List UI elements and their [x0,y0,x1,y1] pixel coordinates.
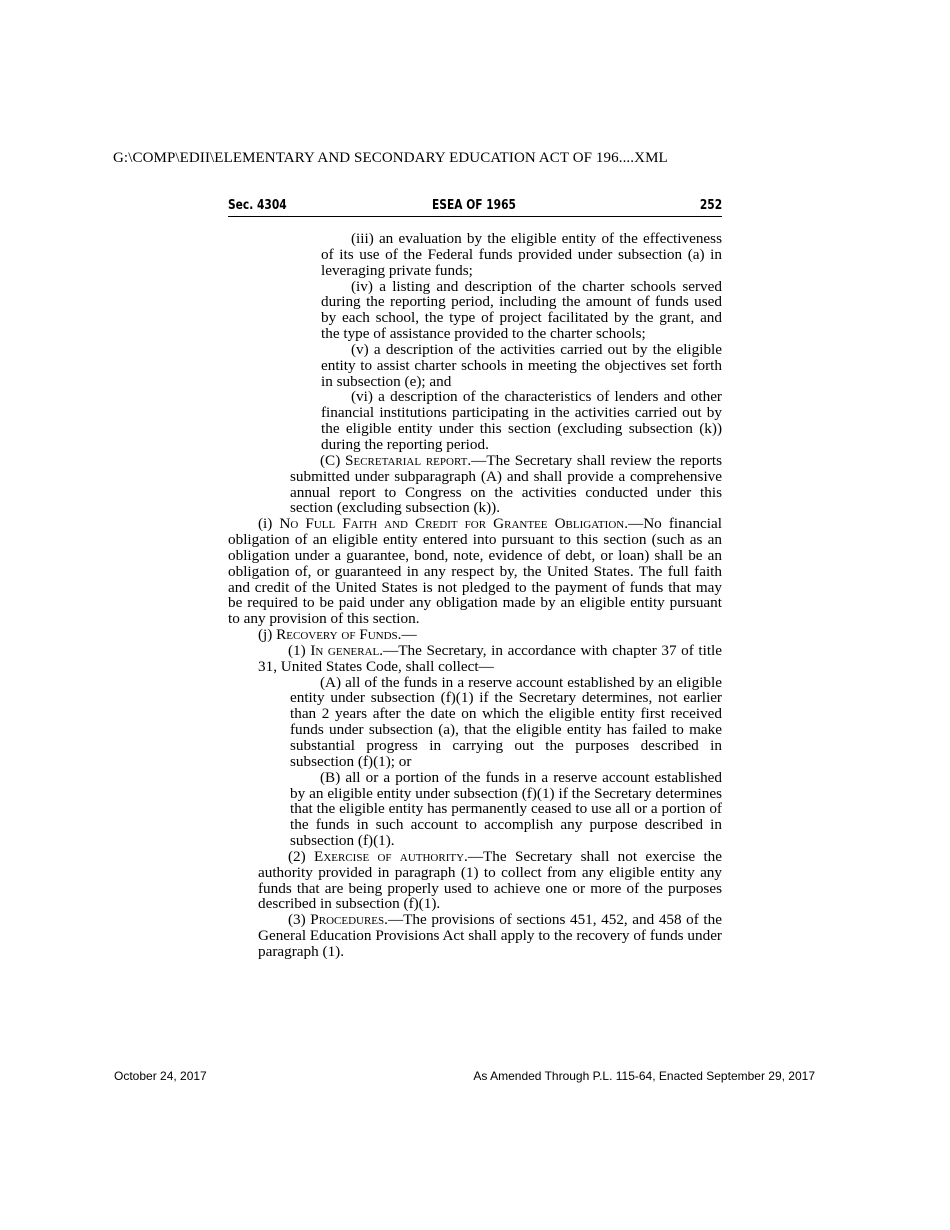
subparagraph-c-dash: .— [467,451,487,469]
subsection-i-dash: .— [624,515,644,533]
paragraph-j1-label: (1) [288,641,311,659]
paragraph-j1 [258,643,722,675]
paragraph-j1-dash: .— [379,641,399,659]
paragraph-j2 [258,849,722,912]
paragraph-j3 [258,912,722,960]
paragraph-j3-heading: Procedures [310,911,385,929]
paragraph-j3-dash: .— [384,911,404,929]
paragraph-j3-text: The provisions of sections 451, 452, and 458 of the General Education Provisions Act shall apply to the recovery of funds under paragraph (1). [258,911,722,960]
act-title: ESEA OF 1965 [432,198,516,213]
clause-v: (v) a description of the activities carried out by the eligible entity to assist charter schools in meeting the objectives set forth in subsection (e); and [321,340,722,390]
subparagraph-c-label: (C) [320,451,346,469]
file-path-header: G:\COMP\EDII\ELEMENTARY AND SECONDARY EDUCATION ACT OF 196....XML [113,150,668,166]
subparagraph-c [290,453,722,516]
paragraph-j2-text: The Secretary shall not exercise the authority provided in paragraph (1) to collect from any eligible entity any funds that are being properly used to achieve one or more of the purposes described in subsection (f)(1). [258,847,723,913]
subsection-i [228,516,722,627]
subsection-i-label: (i) [258,515,280,533]
paragraph-j3-label: (3) [288,911,311,929]
subsection-i-text: No financial obligation of an eligible entity entered into pursuant to this section (such as an obligation under a guarantee, bond, note, evidence of debt, or loan) shall be an obligation of, or guaranteed in any respect by, the United States. The full faith and credit of the United States is not pledged to the payment of funds that may be required to be paid under any obligation made by an eligible entity pursuant to any provision of this section. [228,515,722,628]
paragraph-j1-heading: In general [310,641,380,659]
subparagraph-j1a: (A) all of the funds in a reserve account established by an eligible entity under subsection (f)(1) if the Secretary determines, not earlier than 2 years after the date on which the eligible entity first received funds under subsection (a), that the eligible entity has failed to make substantial progress in carrying out the purposes described in subsection (f)(1); or [290,673,722,770]
paragraph-j2-label: (2) [288,847,315,865]
subsection-j-dash: .— [397,626,417,644]
clause-vi: (vi) a description of the characteristics of lenders and other financial institutions participating in the activities carried out by the eligible entity under this section (excluding subsection (k)) during the reporting period. [321,388,722,453]
running-head [228,198,722,217]
clause-iii: (iii) an evaluation by the eligible entity of the effectiveness of its use of the Federal funds provided under subsection (a) in leveraging private funds; [321,230,722,279]
paragraph-j2-dash: .— [464,847,484,865]
subparagraph-j1b: (B) all or a portion of the funds in a reserve account established by an eligible entity under subsection (f)(1) if the Secretary determines that the eligible entity has permanently ceased to use all or a portion of the funds in such account to accomplish any purpose described in subsection (f)(1). [290,768,722,850]
subsection-j-heading: Recovery of Funds [276,626,398,644]
page-number: 252 [699,198,722,213]
subsection-j-label: (j) [258,626,277,644]
footer-amended-note: As Amended Through P.L. 115-64, Enacted September 29, 2017 [473,1069,815,1083]
subsection-j [228,627,722,643]
subsection-i-heading: No Full Faith and Credit for Grantee Obligation [279,515,625,533]
subparagraph-c-text: The Secretary shall review the reports submitted under subparagraph (A) and shall provide a comprehensive annual report to Congress on the activities conducted under this section (excluding subsection (k)). [290,451,722,517]
footer-date: October 24, 2017 [114,1069,207,1083]
statute-body [228,231,722,960]
paragraph-j2-heading: Exercise of authority [314,847,465,865]
section-number: Sec. 4304 [228,198,287,213]
paragraph-j1-text: The Secretary, in accordance with chapter 37 of title 31, United States Code, shall collect— [258,641,723,675]
clause-iv: (iv) a listing and description of the charter schools served during the reporting period, including the amount of funds used by each school, the type of project facilitated by the grant, and the type of assistance provided to the charter schools; [321,277,722,343]
subparagraph-c-heading: Secretarial report [345,451,468,469]
